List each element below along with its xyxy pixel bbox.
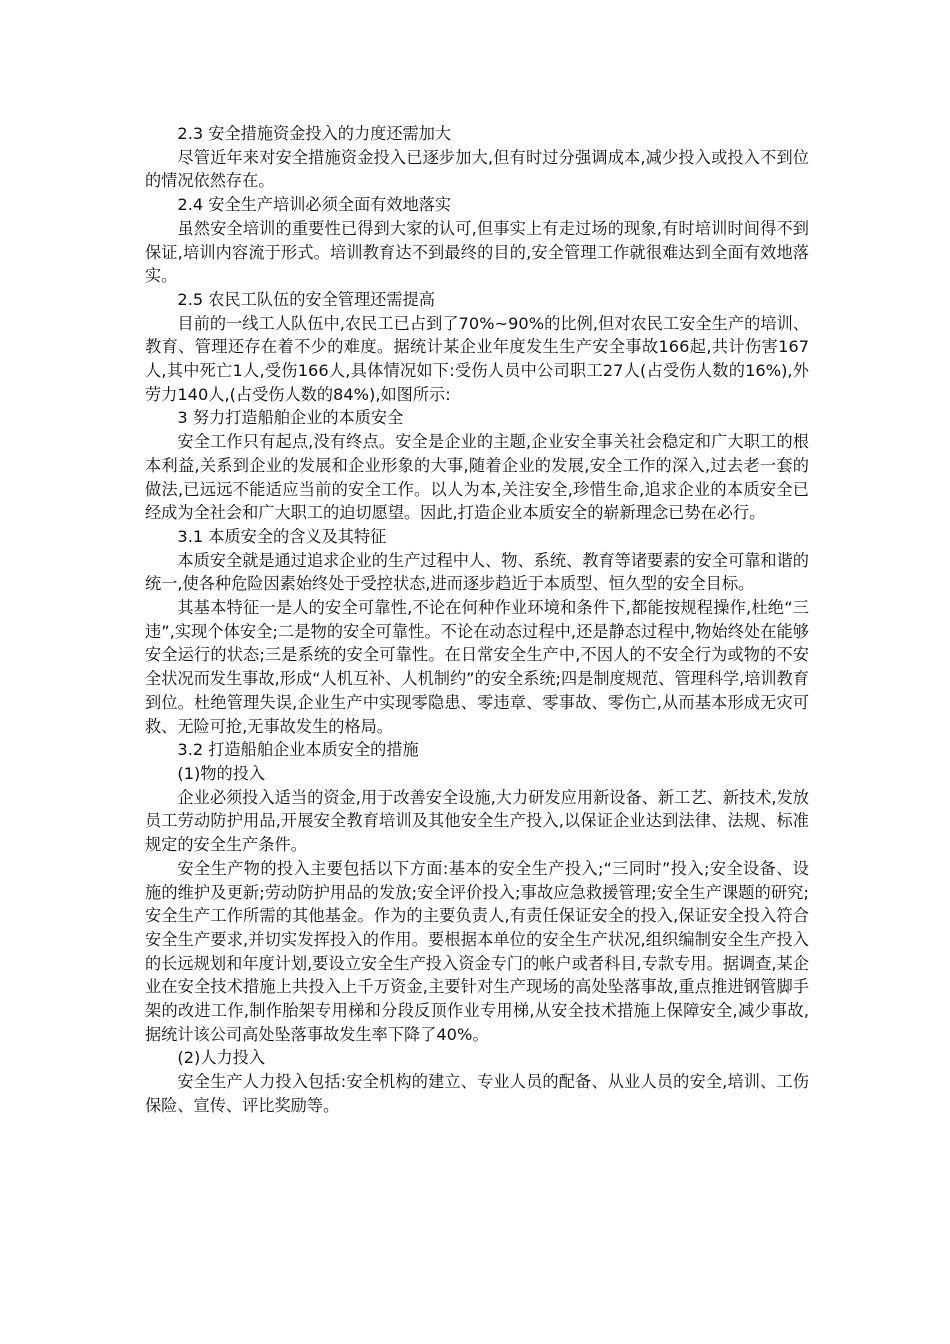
section-heading-2-3: 2.3 安全措施资金投入的力度还需加大 <box>177 124 452 143</box>
document-page <box>145 122 809 1118</box>
paragraph-3-1-features: 其基本特征一是人的安全可靠性,不论在何种作业环境和条件下,都能按规程操作,杜绝“三违”,实现个体安全;二是物的安全可靠性。不论在动态过程中,还是静态过程中,物始终处在能够安全运行的状态;三是系统的安全可靠性。在日常安全生产中,不因人的不安全行为或物的不安全状况而发生事故,形成“人机互补、人机制约”的安全系统;四是制度规范、管理科学,培训教育到位。杜绝管理失误,企业生产中实现零隐患、零违章、零事故、零伤亡,从而基本形成无灾可救、无险可抢,无事故发生的格局。 <box>145 598 809 736</box>
paragraph-2-3: 尽管近年来对安全措施资金投入已逐步加大,但有时过分强调成本,减少投入或投入不到位的情况依然存在。 <box>145 147 809 191</box>
paragraph-material-input-1: 企业必须投入适当的资金,用于改善安全设施,大力研发应用新设备、新工艺、新技术,发放员工劳动防护用品,开展安全教育培训及其他安全生产投入,以保证企业达到法律、法规、标准规定的安全生产条件。 <box>145 787 809 855</box>
subsection-heading-material-input: (1)物的投入 <box>177 763 266 783</box>
section-heading-3-2: 3.2 打造船舶企业本质安全的措施 <box>177 740 419 760</box>
paragraph-3-1-definition: 本质安全就是通过追求企业的生产过程中人、物、系统、教育等诸要素的安全可靠和谐的统一,使各种危险因素始终处于受控状态,进而逐步趋近于本质型、恒久型的安全目标。 <box>145 550 809 594</box>
subsection-heading-manpower-input: (2)人力投入 <box>177 1048 266 1068</box>
section-heading-3-1: 3.1 本质安全的含义及其特征 <box>177 526 387 546</box>
section-heading-3: 3 努力打造船舶企业的本质安全 <box>177 408 404 428</box>
paragraph-manpower-input: 安全生产人力投入包括:安全机构的建立、专业人员的配备、从业人员的安全,培训、工伤保险、宣传、评比奖励等。 <box>145 1072 809 1115</box>
paragraph-2-4: 虽然安全培训的重要性已得到大家的认可,但事实上有走过场的现象,有时培训时间得不到保证,培训内容流于形式。培训教育达不到最终的目的,安全管理工作就很难达到全面有效地落实。 <box>145 218 809 286</box>
section-heading-2-4: 2.4 安全生产培训必须全面有效地落实 <box>177 195 452 215</box>
section-heading-2-5: 2.5 农民工队伍的安全管理还需提高 <box>177 289 435 309</box>
paragraph-material-input-2: 安全生产物的投入主要包括以下方面:基本的安全生产投入;“三同时”投入;安全设备、设施的维护及更新;劳动防护用品的发放;安全评价投入;事故应急救援管理;安全生产课题的研究;安全生产工作所需的其他基金。作为的主要负责人,有责任保证安全的投入,保证安全投入符合安全生产要求,并切实发挥投入的作用。要根据本单位的安全生产状况,组织编制安全生产投入的长远规划和年度计划,要设立安全生产投入资金专门的帐户或者科目,专款专用。据调查,某企业在安全技术措施上共投入上千万资金,主要针对生产现场的高处坠落事故,重点推进钢管脚手架的改进工作,制作胎架专用梯和分段反顶作业专用梯,从安全技术措施上保障安全,减少事故,据统计该公司高处坠落事故发生率下降了40%。 <box>145 858 809 1044</box>
paragraph-2-5: 目前的一线工人队伍中,农民工已占到了70%~90%的比例,但对农民工安全生产的培训、教育、管理还存在着不少的难度。据统计某企业年度发生生产安全事故166起,共计伤害167人,其中死亡1人,受伤166人,具体情况如下:受伤人员中公司职工27人(占受伤人数的16%),外劳力140人,(占受伤人数的84%),如图所示: <box>145 313 809 404</box>
paragraph-3: 安全工作只有起点,没有终点。安全是企业的主题,企业安全事关社会稳定和广大职工的根本利益,关系到企业的发展和企业形象的大事,随着企业的发展,安全工作的深入,过去老一套的做法,已远远不能适应当前的安全工作。以人为本,关注安全,珍惜生命,追求企业的本质安全已经成为全社会和广大职工的迫切愿望。因此,打造企业本质安全的崭新理念已势在必行。 <box>145 432 809 523</box>
